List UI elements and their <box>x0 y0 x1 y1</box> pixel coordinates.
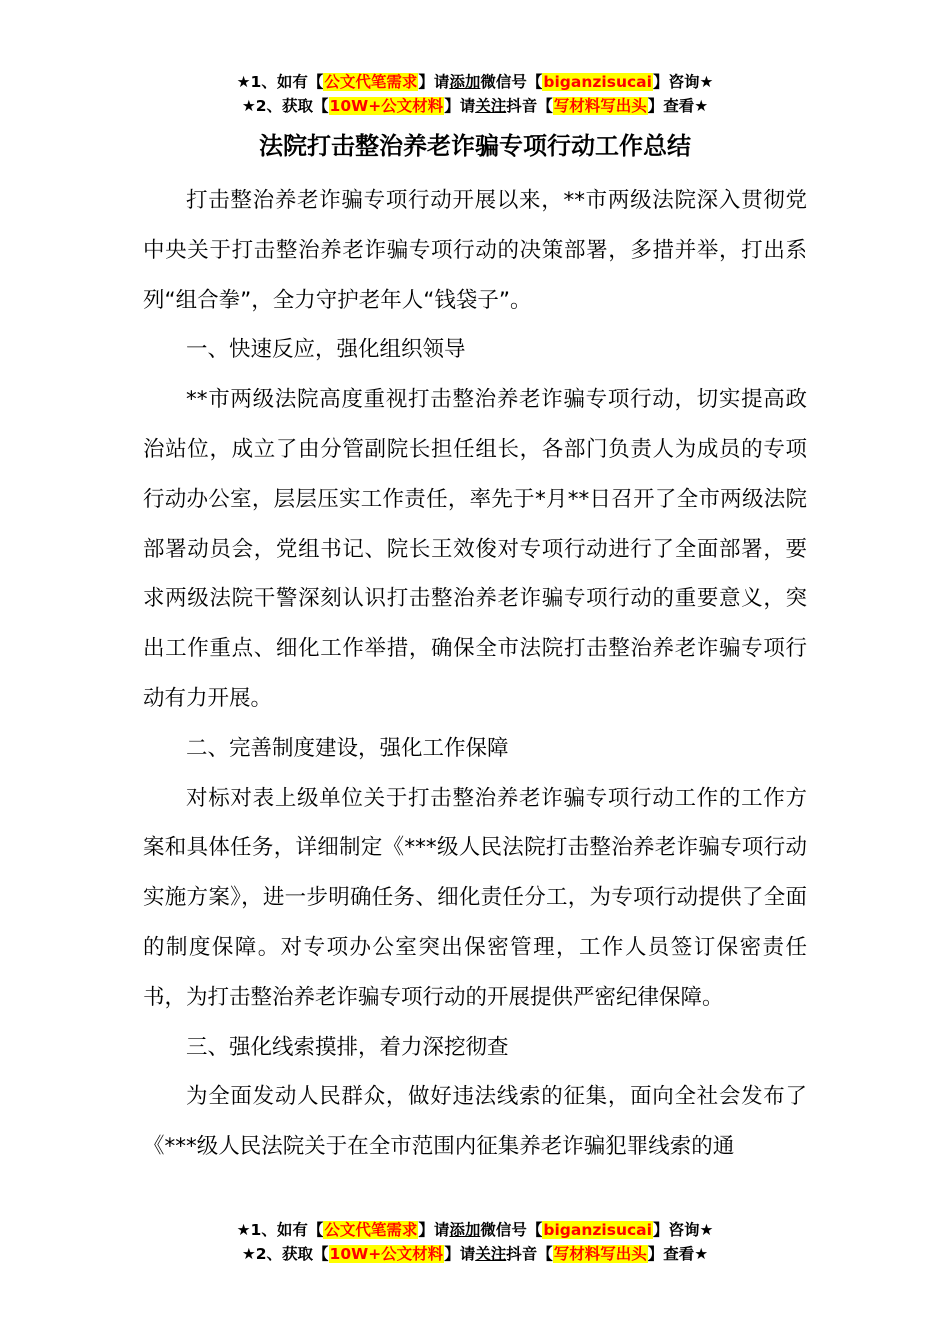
banner-highlight: 公文代笔需求 <box>324 73 418 91</box>
section-1-heading: 一、快速反应，强化组织领导 <box>186 337 466 363</box>
banner-top <box>0 70 950 118</box>
banner-line-2 <box>0 94 950 118</box>
banner-highlight: biganzisucai <box>543 1221 652 1239</box>
banner-text: ★1、如有【 <box>236 1221 324 1239</box>
banner-line-2 <box>0 1242 950 1266</box>
intro-paragraph: 打击整治养老诈骗专项行动开展以来，**市两级法院深入贯彻党中央关于打击整治养老诈骗专项行动的决策部署，多措并举，打出系列“组合拳”，全力守护老年人“钱袋子”。 <box>143 188 807 313</box>
banner-text: 】查看★ <box>647 97 709 115</box>
banner-highlight: 公文代笔需求 <box>324 1221 418 1239</box>
section-2-heading: 二、完善制度建设，强化工作保障 <box>186 735 509 761</box>
banner-text: 】咨询★ <box>652 73 714 91</box>
banner-highlight: 10W+公文材料 <box>329 97 444 115</box>
banner-underline: 添加 <box>449 1221 481 1239</box>
banner-highlight: 写材料写出头 <box>553 1245 647 1263</box>
banner-line-1 <box>0 70 950 94</box>
banner-bottom <box>0 1218 950 1266</box>
banner-underline: 关注 <box>475 97 507 115</box>
banner-text: 】请 <box>444 97 476 115</box>
banner-text: ★1、如有【 <box>236 73 324 91</box>
document-title: 法院打击整治养老诈骗专项行动工作总结 <box>259 132 691 160</box>
banner-highlight: 写材料写出头 <box>553 97 647 115</box>
banner-highlight: 10W+公文材料 <box>329 1245 444 1263</box>
banner-text: ★2、获取【 <box>241 1245 329 1263</box>
section-2-body: 对标对表上级单位关于打击整治养老诈骗专项行动工作的工作方案和具体任务，详细制定《***级人民法院打击整治养老诈骗专项行动实施方案》，进一步明确任务、细化责任分工，为专项行动提供了全面的制度保障。对专项办公室突出保密管理，工作人员签订保密责任书，为打击整治养老诈骗专项行动的开展提供严密纪律保障。 <box>143 785 807 1010</box>
banner-text: 微信号【 <box>480 1221 543 1239</box>
banner-underline: 添加 <box>449 73 481 91</box>
banner-text: 】请 <box>418 1221 450 1239</box>
section-3-body: 为全面发动人民群众，做好违法线索的征集，面向全社会发布了《***级人民法院关于在全市范围内征集养老诈骗犯罪线索的通 <box>143 1084 807 1160</box>
banner-text: 抖音【 <box>506 97 553 115</box>
section-3-heading: 三、强化线索摸排，着力深挖彻查 <box>186 1034 509 1060</box>
banner-text: ★2、获取【 <box>241 97 329 115</box>
banner-line-1 <box>0 1218 950 1242</box>
banner-text: 】请 <box>444 1245 476 1263</box>
banner-text: 】查看★ <box>647 1245 709 1263</box>
banner-highlight: biganzisucai <box>543 73 652 91</box>
section-1-body: **市两级法院高度重视打击整治养老诈骗专项行动，切实提高政治站位，成立了由分管副院长担任组长，各部门负责人为成员的专项行动办公室，层层压实工作责任，率先于*月**日召开了全市两级法院部署动员会，党组书记、院长王效俊对专项行动进行了全面部署，要求两级法院干警深刻认识打击整治养老诈骗专项行动的重要意义，突出工作重点、细化工作举措，确保全市法院打击整治养老诈骗专项行动有力开展。 <box>143 387 807 711</box>
banner-text: 微信号【 <box>480 73 543 91</box>
banner-text: 】咨询★ <box>652 1221 714 1239</box>
banner-text: 抖音【 <box>506 1245 553 1263</box>
banner-text: 】请 <box>418 73 450 91</box>
document-body <box>143 124 807 1172</box>
banner-underline: 关注 <box>475 1245 507 1263</box>
